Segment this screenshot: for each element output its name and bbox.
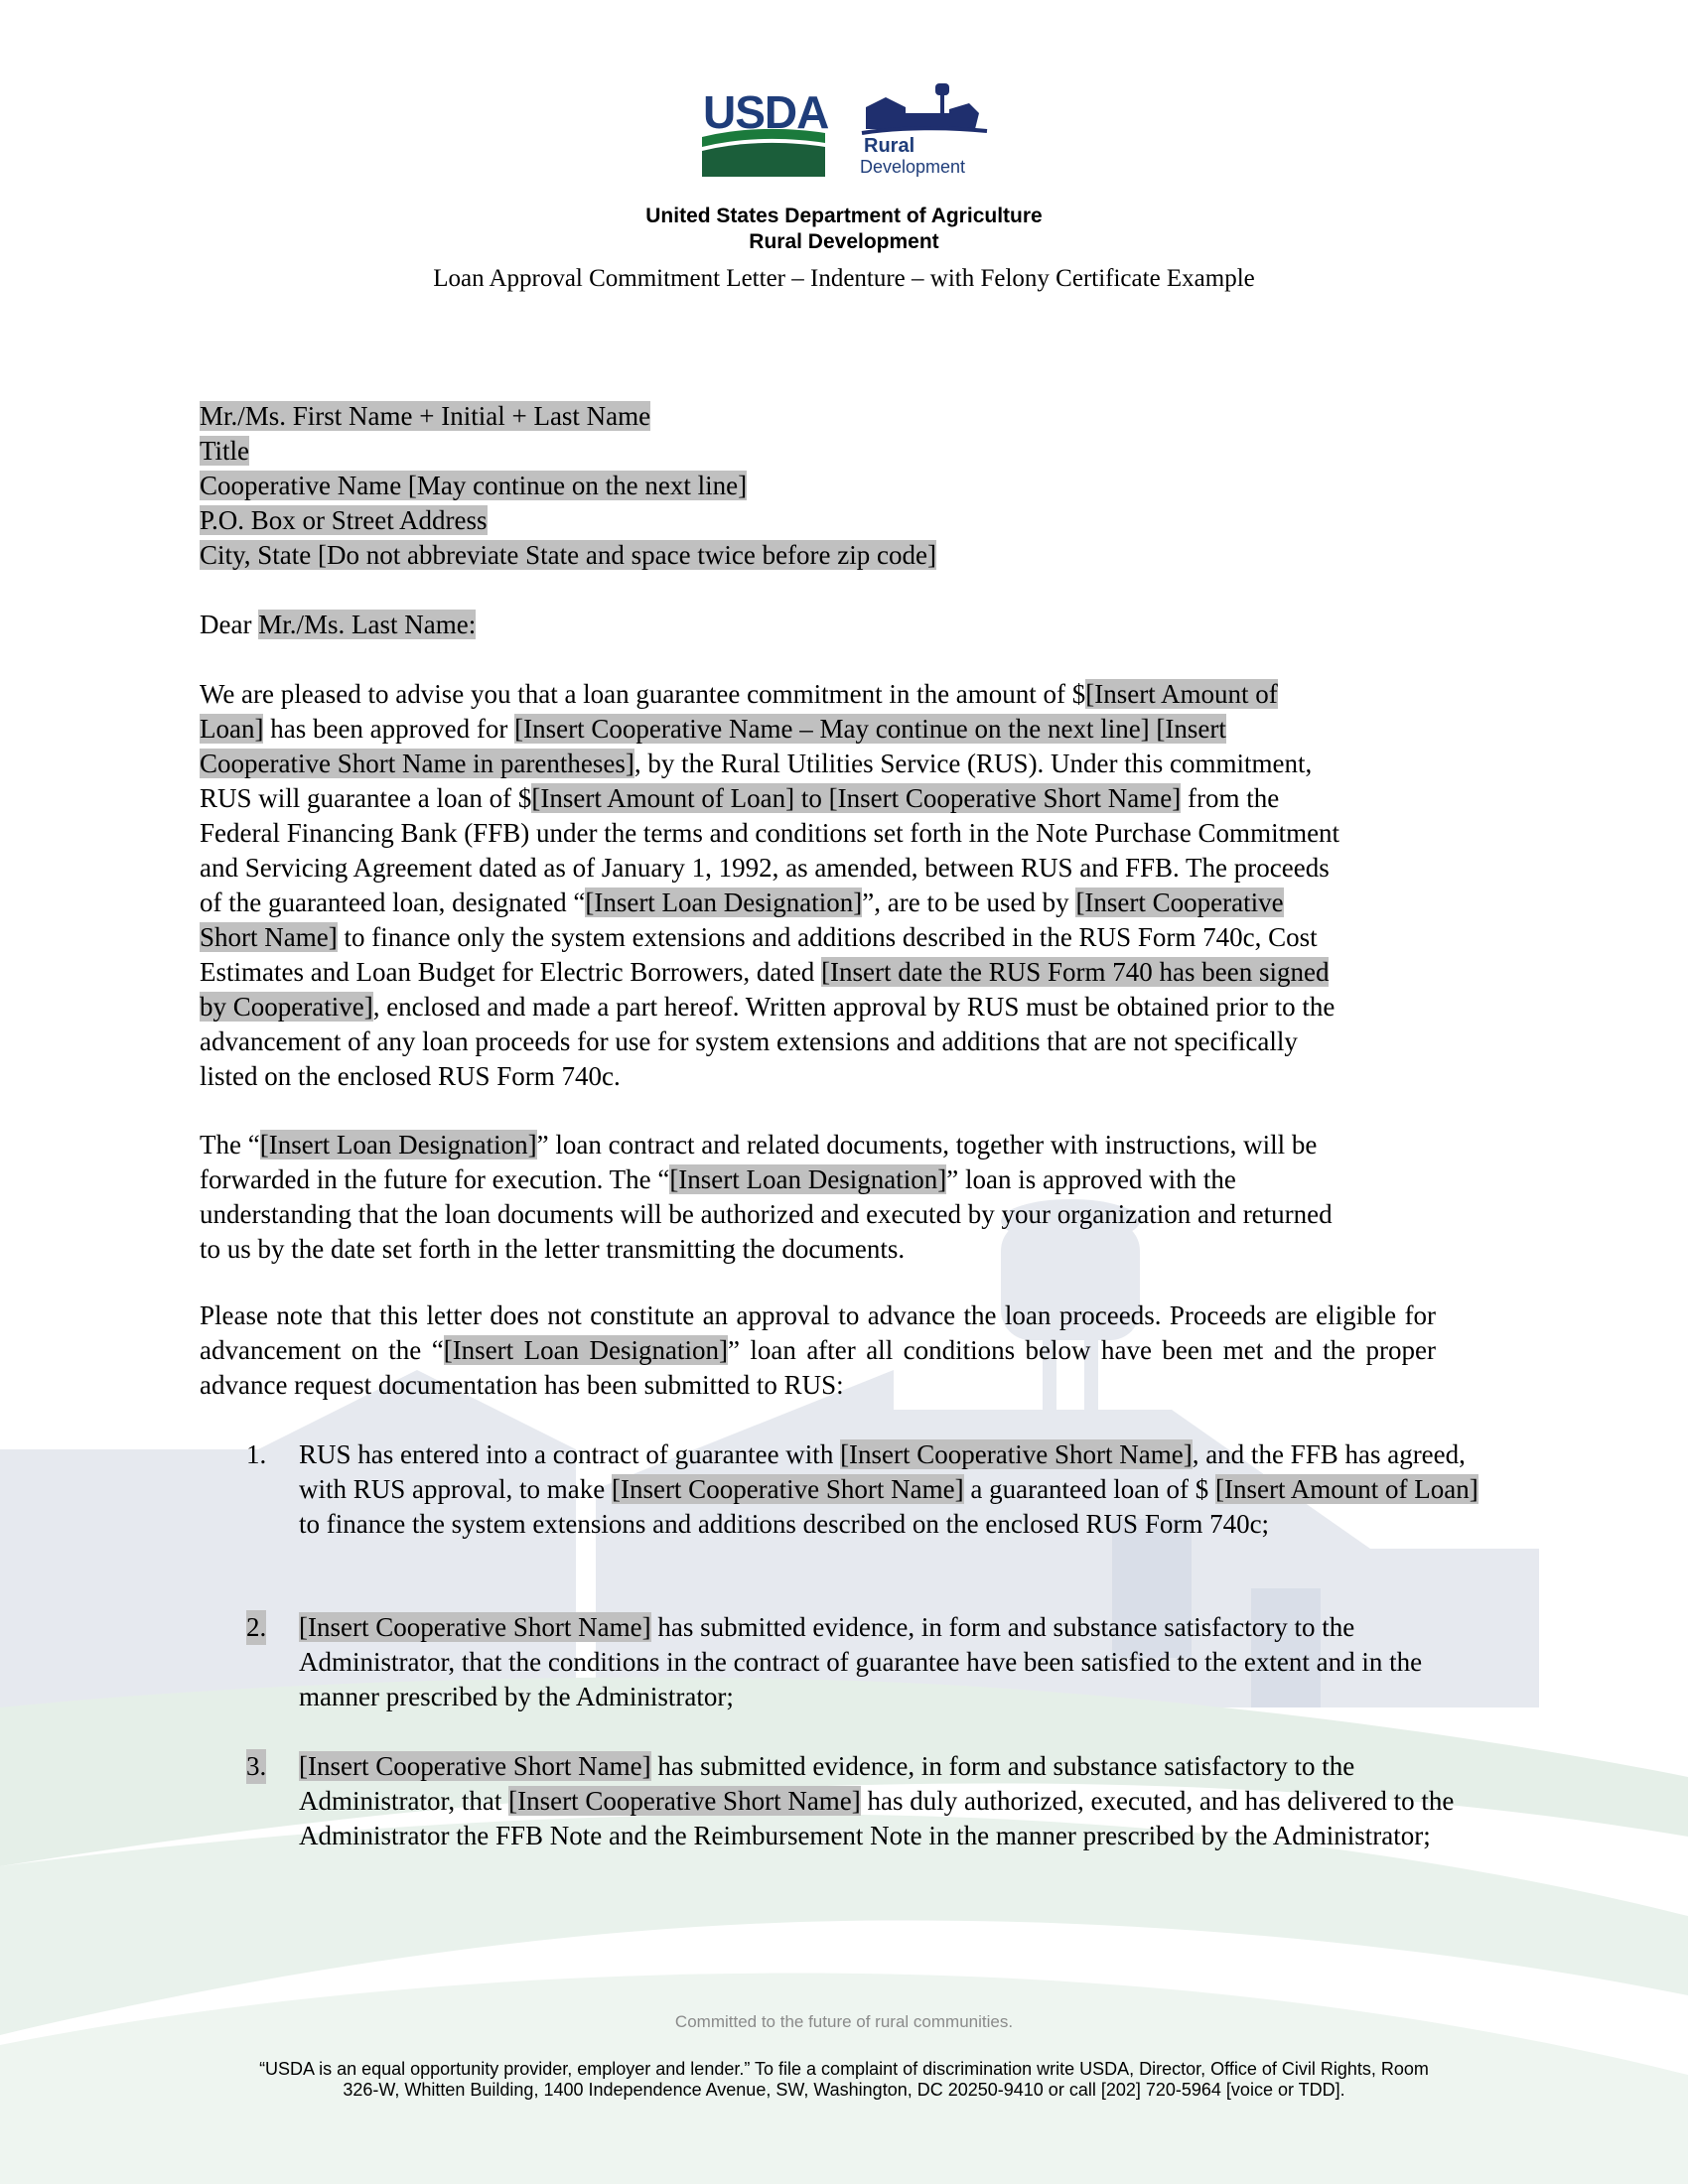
placeholder-field: by Cooperative] — [200, 992, 373, 1022]
placeholder-field: [Insert Loan Designation] — [669, 1164, 947, 1194]
text-run: ” loan contract and related documents, together with instructions, will be — [536, 1130, 1318, 1160]
text-run: Please note that this letter does not constitute an approval to advance the loan proceeds. Proceeds are eligible for advancement on the “ — [200, 1300, 1436, 1365]
text-run: of the guaranteed loan, designated “ — [200, 887, 586, 917]
text-line: and Servicing Agreement dated as of January 1, 1992, as amended, between RUS and FFB. The proceeds — [200, 853, 1330, 883]
condition-text — [299, 1437, 1490, 1542]
list-number: 2. — [246, 1610, 266, 1645]
placeholder-field: [Insert Cooperative Short Name] — [299, 1612, 651, 1642]
placeholder-field: [Insert Cooperative Short Name] — [840, 1439, 1193, 1469]
placeholder-field: [Insert Cooperative Short Name] — [299, 1751, 651, 1781]
text-line: understanding that the loan documents will be authorized and executed by your organization and returned — [200, 1199, 1333, 1229]
placeholder-field: [Insert Loan Designation] — [585, 887, 863, 917]
placeholder-field: [Insert Loan Designation] — [443, 1335, 728, 1365]
salutation-name: Mr./Ms. Last Name: — [258, 610, 477, 639]
text-run: a guaranteed loan of $ — [963, 1474, 1215, 1504]
text-run: The “ — [200, 1130, 260, 1160]
placeholder-field: [Insert Cooperative — [1075, 887, 1284, 917]
text-run: forwarded in the future for execution. The “ — [200, 1164, 670, 1194]
placeholder-field: Short Name] — [200, 922, 338, 952]
placeholder-field: [Insert Amount of Loan] — [1215, 1474, 1478, 1504]
address-line: Title — [200, 436, 250, 466]
address-block — [200, 399, 1490, 573]
address-line: Mr./Ms. First Name + Initial + Last Name — [200, 401, 651, 431]
placeholder-field: Loan] — [200, 714, 264, 744]
text-run: , enclosed and made a part hereof. Written approval by RUS must be obtained prior to the — [372, 992, 1336, 1022]
address-line: City, State [Do not abbreviate State and space twice before zip code] — [200, 540, 936, 570]
text-run: ” loan after all conditions below have been met and the proper advance request documentation has been submitted to RUS: — [200, 1335, 1436, 1400]
placeholder-field: [Insert Cooperative Name – May continue on the next line] [Insert — [514, 714, 1226, 744]
placeholder-field: [Insert Amount of — [1085, 679, 1278, 709]
usda-logo-text: USDA — [703, 86, 829, 138]
address-line: P.O. Box or Street Address — [200, 505, 488, 535]
text-run: RUS will guarantee a loan of $ — [200, 783, 532, 813]
text-line: advancement of any loan proceeds for use for system extensions and additions that are not specifically — [200, 1026, 1298, 1056]
placeholder-field: [Insert Amount of Loan] to [Insert Cooperative Short Name] — [531, 783, 1182, 813]
document-title: Loan Approval Commitment Letter – Indenture – with Felony Certificate Example — [433, 265, 1255, 292]
text-run: ” loan is approved with the — [946, 1164, 1236, 1194]
text-run: has been approved for — [263, 714, 515, 744]
condition-text — [299, 1749, 1490, 1853]
text-line: to us by the date set forth in the letter transmitting the documents. — [200, 1234, 906, 1264]
address-line: Cooperative Name [May continue on the next line] — [200, 471, 748, 500]
text-run: to finance only the system extensions and additions described in the RUS Form 740c, Cost — [337, 922, 1318, 952]
paragraph-commitment — [200, 677, 1490, 1094]
footer-equal-opportunity-statement — [179, 2059, 1509, 2101]
text-run: has submitted evidence, in form and substance satisfactory to the Administrator, that — [299, 1751, 1355, 1816]
placeholder-field: [Insert Loan Designation] — [259, 1130, 537, 1160]
condition-text — [299, 1610, 1490, 1714]
paragraph-advance-conditions — [200, 1298, 1436, 1403]
text-run: RUS has entered into a contract of guarantee with — [299, 1439, 841, 1469]
list-number: 1. — [246, 1439, 267, 1469]
text-run: to finance the system extensions and additions described on the enclosed RUS Form 740c; — [299, 1509, 1270, 1539]
rural-development-logo-text-2: Development — [860, 157, 966, 177]
list-number: 3. — [246, 1749, 266, 1784]
agency-subname: Rural Development — [749, 230, 939, 253]
text-line: 326-W, Whitten Building, 1400 Independence Avenue, SW, Washington, DC 20250-9410 or call [202] 720-5964 [voice or TDD]. — [343, 2080, 1345, 2100]
salutation-prefix: Dear — [200, 610, 259, 639]
text-run: from the — [1181, 783, 1280, 813]
text-line: Federal Financing Bank (FFB) under the terms and conditions set forth in the Note Purchase Commitment — [200, 818, 1340, 848]
agency-name: United States Department of Agriculture — [645, 205, 1043, 227]
placeholder-field: [Insert Cooperative Short Name] — [508, 1786, 861, 1816]
text-run: ”, are to be used by — [862, 887, 1076, 917]
rural-development-logo-text-1: Rural — [864, 135, 915, 157]
text-line: listed on the enclosed RUS Form 740c. — [200, 1061, 621, 1091]
placeholder-field: [Insert date the RUS Form 740 has been signed — [821, 957, 1330, 987]
placeholder-field: Cooperative Short Name in parentheses] — [200, 749, 634, 778]
text-line: “USDA is an equal opportunity provider, employer and lender.” To file a complaint of discrimination write USDA, Director, Office of Civil Rights, Room — [259, 2059, 1429, 2079]
footer-motto: Committed to the future of rural communities. — [674, 2012, 1014, 2031]
placeholder-field: [Insert Cooperative Short Name] — [611, 1474, 964, 1504]
salutation — [200, 608, 1490, 642]
text-run: We are pleased to advise you that a loan guarantee commitment in the amount of $ — [200, 679, 1086, 709]
text-run: has duly authorized, executed, and has delivered to the Administrator the FFB Note and the Reimbursement Note in the manner prescribed by the Administrator; — [299, 1786, 1455, 1850]
paragraph-loan-contract — [200, 1128, 1490, 1267]
text-run: has submitted evidence, in form and substance satisfactory to the Administrator, that the conditions in the contract of guarantee have been satisfied to the extent and in the manner prescribed by the Administrator; — [299, 1612, 1423, 1711]
text-run: , by the Rural Utilities Service (RUS). Under this commitment, — [633, 749, 1313, 778]
text-run: Estimates and Loan Budget for Electric Borrowers, dated — [200, 957, 822, 987]
text-run: , and the FFB has agreed, with RUS approval, to make — [299, 1439, 1466, 1504]
